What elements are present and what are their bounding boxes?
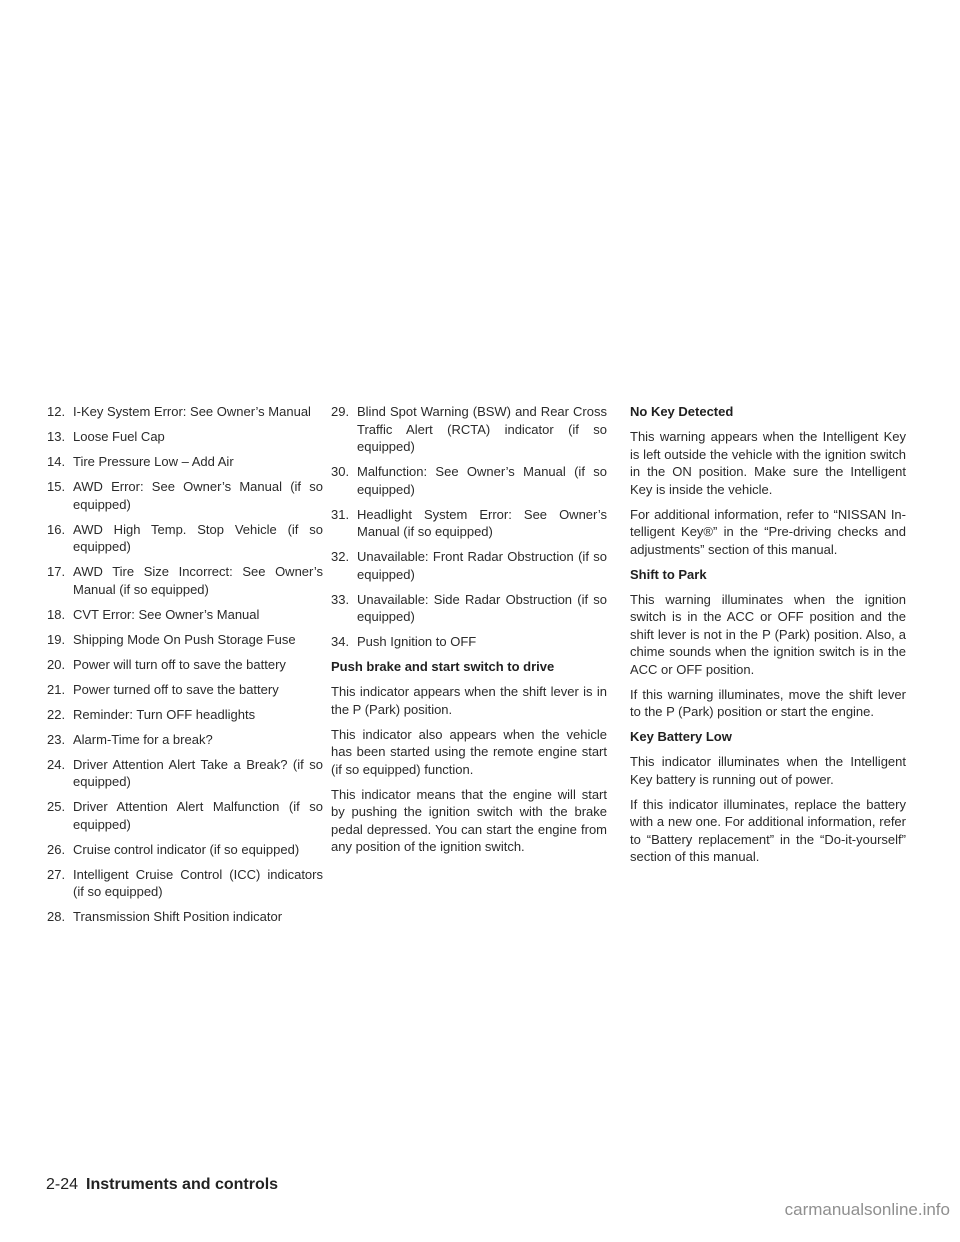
item-text: Intelligent Cruise Control (ICC) indicators (if so equipped) <box>73 866 323 899</box>
page-number: 2-24 <box>46 1176 79 1193</box>
list-item <box>47 478 323 513</box>
item-text: AWD Error: See Owner’s Manual (if so equipped) <box>73 479 323 512</box>
list-item <box>47 428 323 446</box>
item-text: Power turned off to save the battery <box>73 681 279 697</box>
list-item <box>331 591 607 626</box>
item-text: Driver Attention Alert Malfunction (if so equipped) <box>73 799 323 832</box>
item-number: 16. <box>47 521 66 537</box>
item-number: 18. <box>47 606 66 622</box>
item-number: 26. <box>47 841 66 857</box>
paragraph: If this warning illuminates, move the shift lever to the P (Park) position or start the engine. <box>630 686 906 719</box>
item-number: 21. <box>47 681 66 697</box>
list-item <box>47 908 323 926</box>
item-number: 32. <box>331 549 350 564</box>
item-number: 29. <box>331 404 350 419</box>
item-number: 30. <box>331 464 350 479</box>
item-number: 14. <box>47 454 66 469</box>
item-number: 20. <box>47 656 66 672</box>
item-text: Transmission Shift Position indicator <box>73 909 283 924</box>
item-number: 34. <box>331 634 350 649</box>
section-title: Instruments and controls <box>86 1176 279 1193</box>
item-text: Driver Attention Alert Take a Break? (if so equipped) <box>73 756 323 789</box>
item-text: Alarm-Time for a break? <box>73 731 213 747</box>
list-item <box>331 506 607 541</box>
list-item <box>331 403 607 456</box>
section-heading: Push brake and start switch to drive <box>331 659 555 674</box>
item-number: 15. <box>47 479 66 494</box>
item-text: Tire Pressure Low – Add Air <box>73 454 234 469</box>
watermark: carmanualsonline.info <box>784 1200 950 1219</box>
item-number: 17. <box>47 564 66 579</box>
list-item <box>47 841 323 859</box>
list-item <box>47 656 323 674</box>
paragraph: This warning illuminates when the ignition switch is in the ACC or OFF position and the shift lever is not in the P (Park) position. Also, a chime sounds when the ignition switch is in the ACC or OFF position. <box>630 591 906 677</box>
item-number: 22. <box>47 706 66 722</box>
item-text: AWD Tire Size Incorrect: See Owner’s Manual (if so equipped) <box>73 564 323 597</box>
item-number: 13. <box>47 429 66 444</box>
item-text: Shipping Mode On Push Storage Fuse <box>73 631 296 647</box>
list-item <box>331 548 607 583</box>
item-text: Malfunction: See Owner’s Manual (if so equipped) <box>357 464 607 497</box>
item-text: Loose Fuel Cap <box>73 429 165 444</box>
item-text: Unavailable: Front Radar Obstruction (if so equipped) <box>357 549 607 582</box>
section-heading: Shift to Park <box>630 566 707 582</box>
paragraph: This indicator appears when the shift lever is in the P (Park) position. <box>331 684 607 717</box>
column-2 <box>331 403 607 863</box>
section-heading: No Key Detected <box>630 404 734 419</box>
item-text: Push Ignition to OFF <box>357 634 477 649</box>
item-text: Headlight System Error: See Owner’s Manual (if so equipped) <box>357 506 607 539</box>
item-number: 24. <box>47 756 66 772</box>
item-text: I-Key System Error: See Owner’s Manual <box>73 404 311 419</box>
item-number: 33. <box>331 591 350 607</box>
list-item <box>47 563 323 598</box>
list-item <box>47 606 323 624</box>
list-item <box>47 798 323 833</box>
paragraph: This warning appears when the Intelligent Key is left outside the vehicle with the ignition switch in the ON position. Make sure the Intelligent Key is inside the vehicle. <box>630 429 906 497</box>
item-text: Reminder: Turn OFF headlights <box>73 706 256 722</box>
section-heading: Key Battery Low <box>630 729 732 744</box>
item-text: Unavailable: Side Radar Obstruction (if so equipped) <box>357 591 607 624</box>
item-text: Cruise control indicator (if so equipped) <box>73 841 300 857</box>
list-item <box>47 866 323 901</box>
column-3 <box>630 403 906 873</box>
column-1 <box>47 403 323 933</box>
item-text: Power will turn off to save the battery <box>73 656 286 672</box>
paragraph: This indicator also appears when the vehicle has been started using the remote engine start (if so equipped) function. <box>331 726 607 777</box>
item-text: Blind Spot Warning (BSW) and Rear Cross Traffic Alert (RCTA) indicator (if so equipped) <box>357 404 607 454</box>
list-item <box>47 681 323 699</box>
paragraph: If this indicator illuminates, replace the battery with a new one. For additional information, refer to “Battery replacement” in the “Do-it-yourself” section of this manual. <box>630 796 906 864</box>
item-number: 27. <box>47 866 66 882</box>
list-item <box>331 633 607 651</box>
item-number: 25. <box>47 799 66 814</box>
list-item <box>331 463 607 498</box>
list-item <box>47 453 323 471</box>
list-item <box>47 403 323 421</box>
item-text: CVT Error: See Owner’s Manual <box>73 606 260 622</box>
item-number: 19. <box>47 631 66 647</box>
list-item <box>47 706 323 724</box>
item-text: AWD High Temp. Stop Vehicle (if so equipped) <box>73 521 323 554</box>
item-number: 28. <box>47 909 66 924</box>
list-item <box>47 521 323 556</box>
paragraph: For additional information, refer to “NISSAN In-telligent Key®” in the “Pre-driving checks and adjustments” section of this manual. <box>630 506 906 557</box>
paragraph: This indicator illuminates when the Intelligent Key battery is running out of power. <box>630 754 906 787</box>
list-item <box>47 731 323 749</box>
item-number: 12. <box>47 404 66 419</box>
list-item <box>47 756 323 791</box>
list-item <box>47 631 323 649</box>
page-footer <box>46 1176 278 1194</box>
paragraph: This indicator means that the engine will start by pushing the ignition switch with the brake pedal depressed. You can start the engine from any position of the ignition switch. <box>331 786 607 854</box>
item-number: 23. <box>47 731 66 747</box>
item-number: 31. <box>331 506 350 522</box>
